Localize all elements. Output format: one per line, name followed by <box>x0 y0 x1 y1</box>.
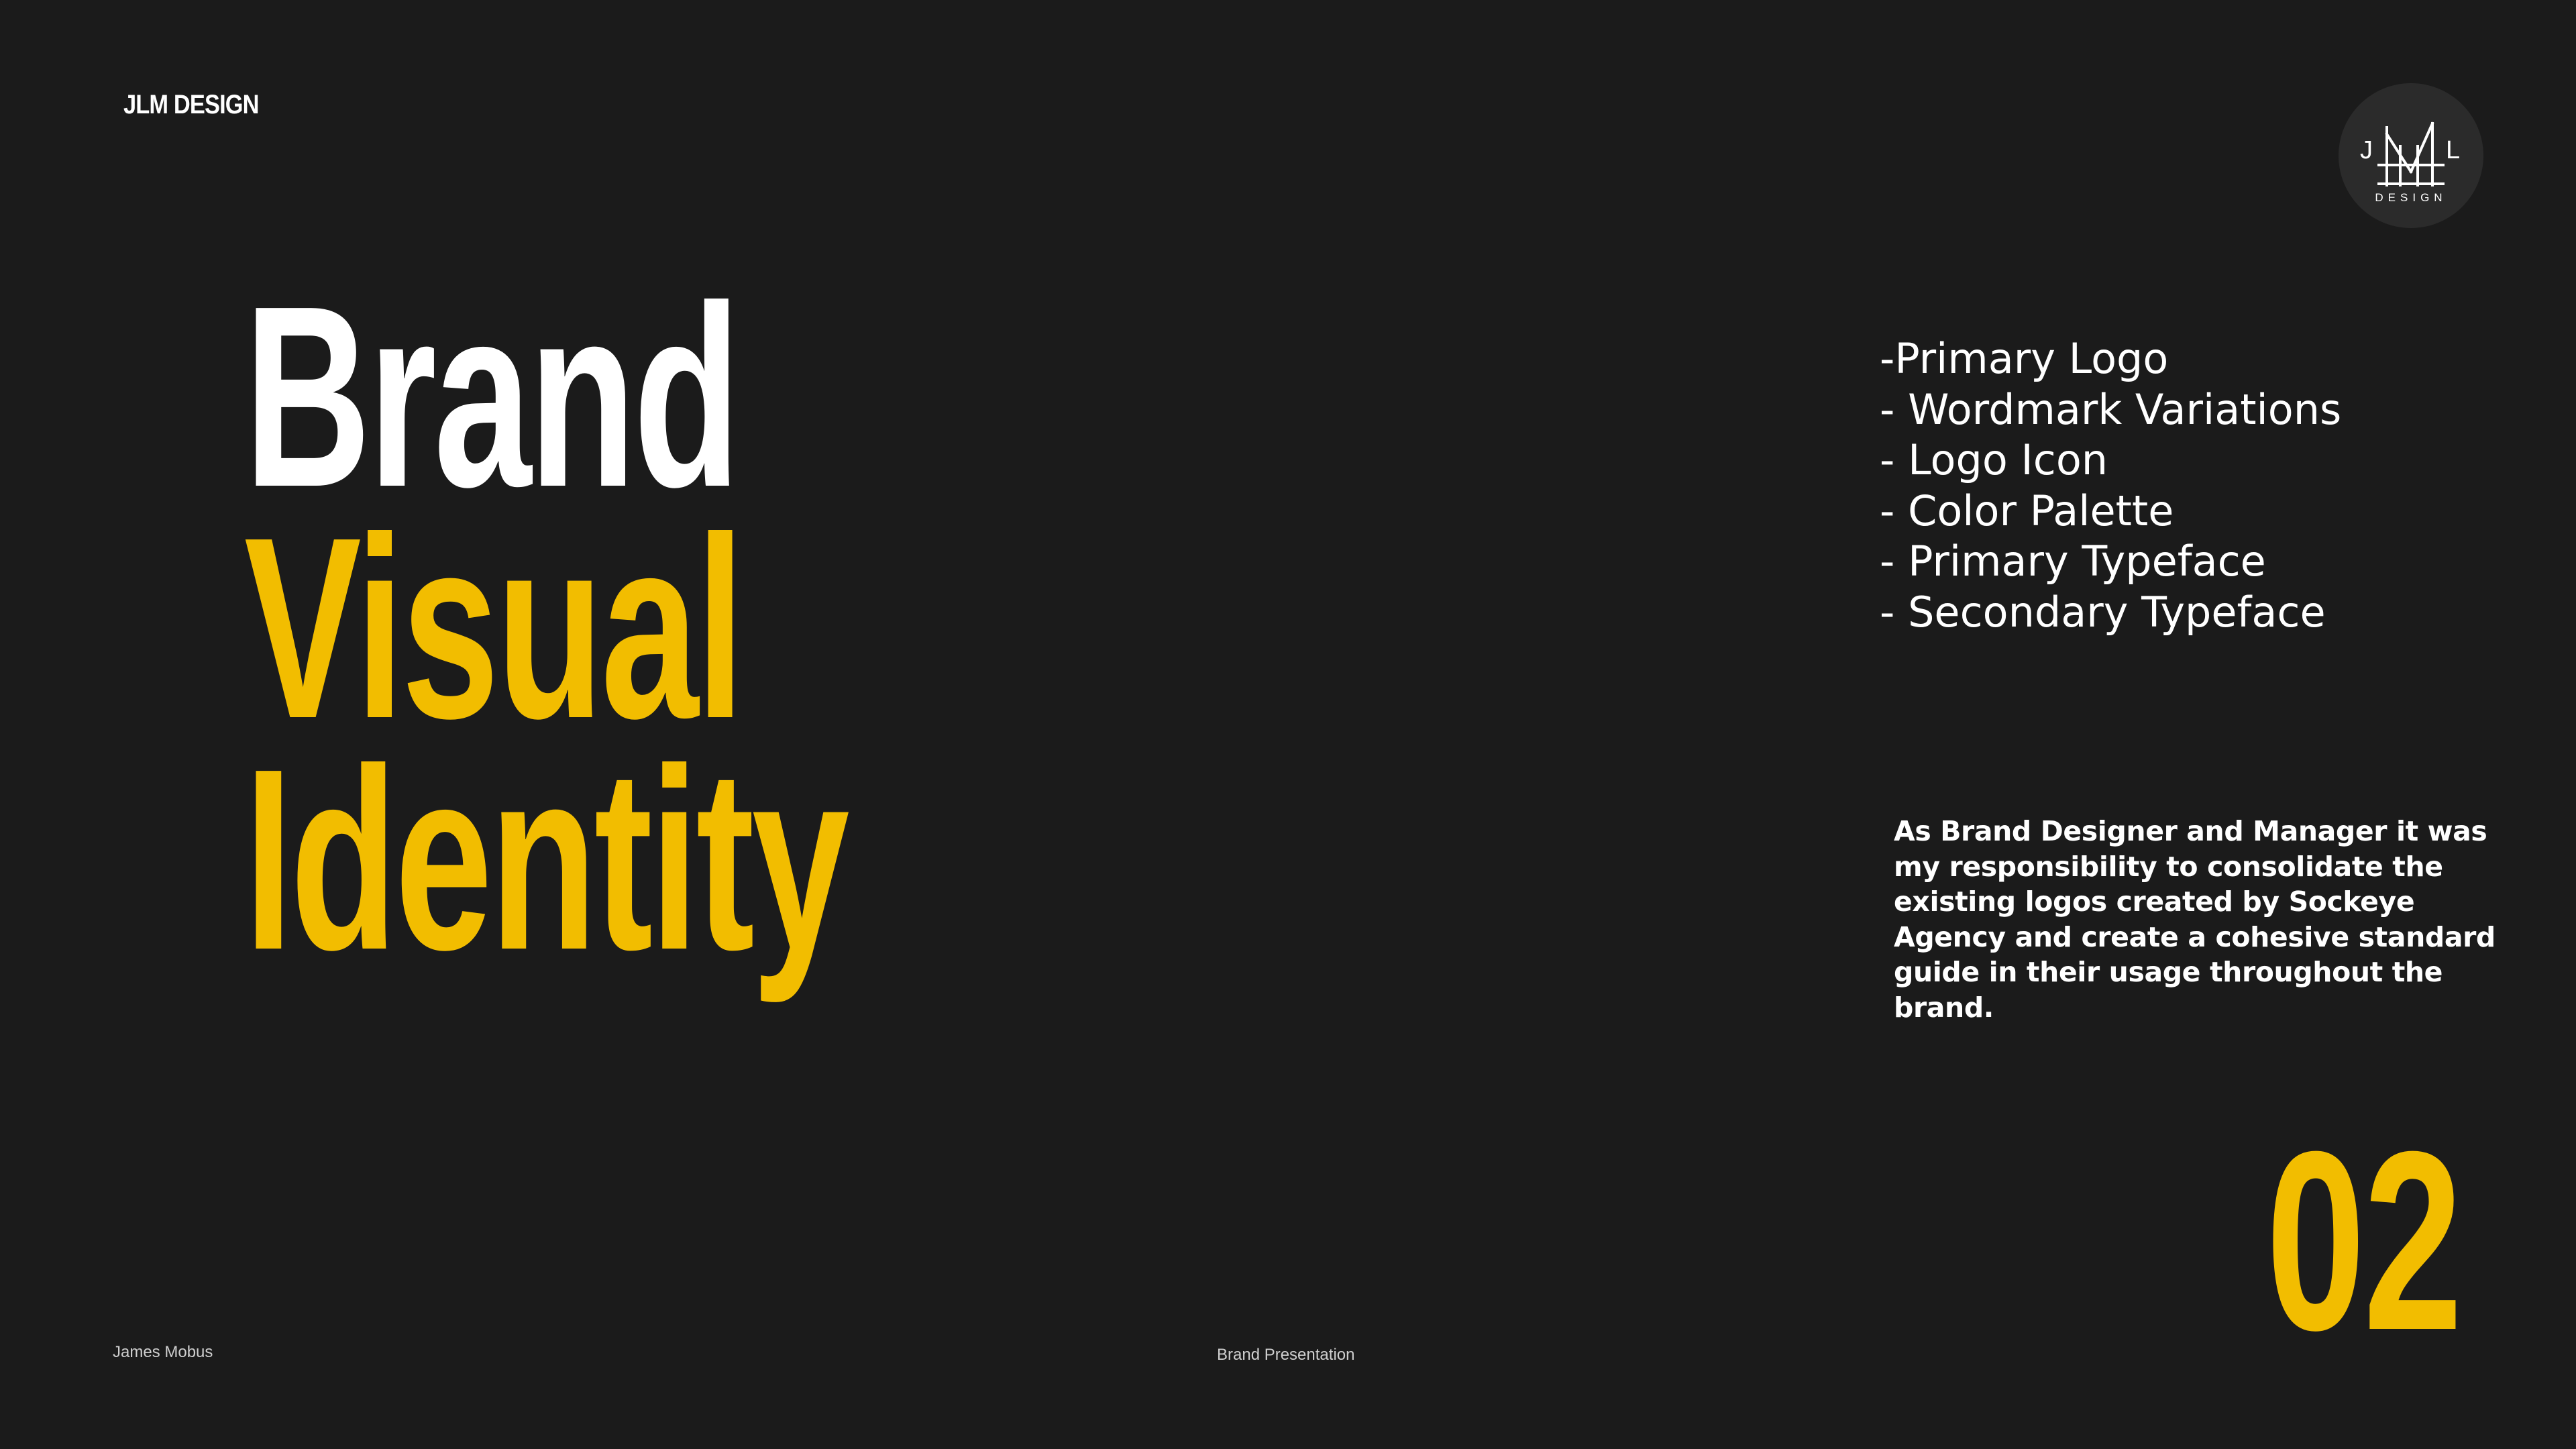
headline-line-visual: Visual <box>244 483 743 772</box>
contents-item: - Color Palette <box>1880 486 2174 535</box>
footer-author: James Mobus <box>113 1343 213 1361</box>
contents-item: - Primary Typeface <box>1880 537 2266 586</box>
headline-line-brand: Brand <box>244 252 738 541</box>
headline-line-identity: Identity <box>244 714 847 1004</box>
headline <box>244 252 847 1004</box>
jlm-logo-icon <box>2339 83 2483 228</box>
brand-tag: JLM DESIGN <box>123 90 259 119</box>
footer-title: Brand Presentation <box>1217 1346 1355 1364</box>
contents-item: - Secondary Typeface <box>1880 587 2326 637</box>
logo-caption: DESIGN <box>2375 191 2447 204</box>
contents-item: -Primary Logo <box>1880 334 2169 383</box>
contents-item: - Wordmark Variations <box>1880 384 2342 434</box>
logo-letter-left: J <box>2360 136 2373 164</box>
description-paragraph: As Brand Designer and Manager it was my responsibility to consolidate the existing logos created by Sockeye Agency and create a cohesive standard guide in their usage throughout the brand. <box>1894 815 2496 1024</box>
contents-list <box>1880 333 2341 637</box>
logo-letter-right: L <box>2446 136 2461 164</box>
page-number: 02 <box>2266 1098 2461 1383</box>
contents-item: - Logo Icon <box>1880 435 2108 484</box>
